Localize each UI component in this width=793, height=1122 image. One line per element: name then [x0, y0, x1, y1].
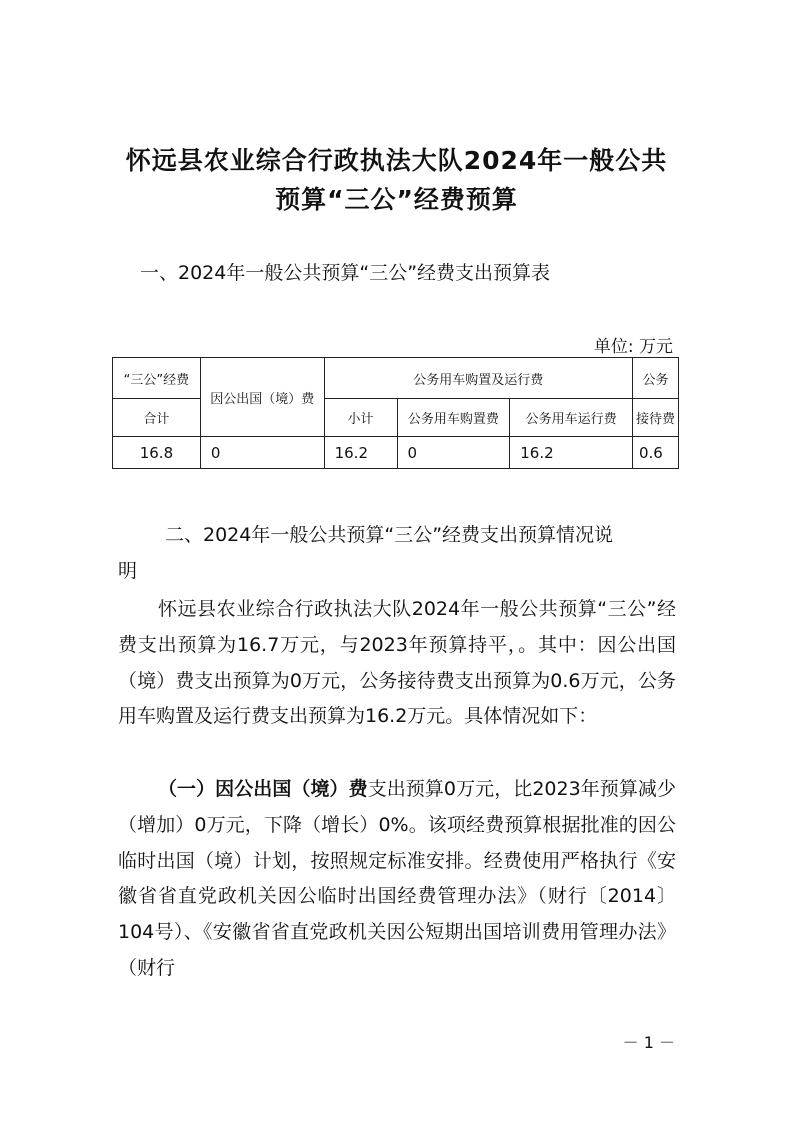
table-header-row-2	[113, 399, 679, 437]
budget-table	[112, 357, 679, 469]
header-vehicle-operation: 公务用车运行费	[510, 399, 633, 437]
value-vehicle-purchase: 0	[397, 437, 510, 469]
header-vehicle-subtotal: 小计	[324, 399, 397, 437]
table-row	[113, 437, 679, 469]
value-vehicle-subtotal: 16.2	[324, 437, 397, 469]
paragraph-abroad-body: 支出预算0万元，比2023年预算减少（增加）0万元，下降（增长）0%。该项经费预算根据批准的因公临时出国（境）计划，按照规定标准安排。经费使用严格执行《安徽省省直党政机关因公临时出国经费管理办法》（财行〔2014〕104号）、《安徽省省直党政机关因公短期出国培训费用管理办法》（财行	[118, 778, 676, 979]
header-reception-bottom: 接待费	[633, 399, 679, 437]
table-header-row-1	[113, 358, 679, 399]
unit-label: 单位: 万元	[593, 337, 673, 357]
header-abroad: 因公出国（境）费	[200, 358, 324, 437]
document-title-line1: 怀远县农业综合行政执法大队2024年一般公共	[125, 146, 668, 175]
header-total-top: “三公”经费	[113, 358, 201, 399]
value-abroad: 0	[200, 437, 324, 469]
page-number: － 1 －	[622, 1033, 675, 1052]
document-title-line2: 预算“三公”经费预算	[275, 185, 518, 214]
paragraph-abroad	[118, 772, 676, 987]
value-reception: 0.6	[633, 437, 679, 469]
paragraph-overview: 怀远县农业综合行政执法大队2024年一般公共预算“三公”经费支出预算为16.7万元，与2023年预算持平，。其中：因公出国（境）费支出预算为0万元，公务接待费支出预算为0.6万元，公务用车购置及运行费支出预算为16.2万元。具体情况如下：	[118, 598, 676, 728]
paragraph-abroad-lead: （一）因公出国（境）费	[158, 778, 368, 800]
section2-heading: 二、2024年一般公共预算“三公”经费支出预算情况说	[165, 524, 614, 546]
header-total-bottom: 合计	[113, 399, 201, 437]
header-vehicle-group: 公务用车购置及运行费	[324, 358, 632, 399]
section1-heading: 一、2024年一般公共预算“三公”经费支出预算表	[140, 262, 551, 284]
header-reception-top: 公务	[633, 358, 679, 399]
section2-heading-continued: 明	[118, 560, 138, 582]
value-total: 16.8	[113, 437, 201, 469]
header-vehicle-purchase: 公务用车购置费	[397, 399, 510, 437]
value-vehicle-operation: 16.2	[510, 437, 633, 469]
